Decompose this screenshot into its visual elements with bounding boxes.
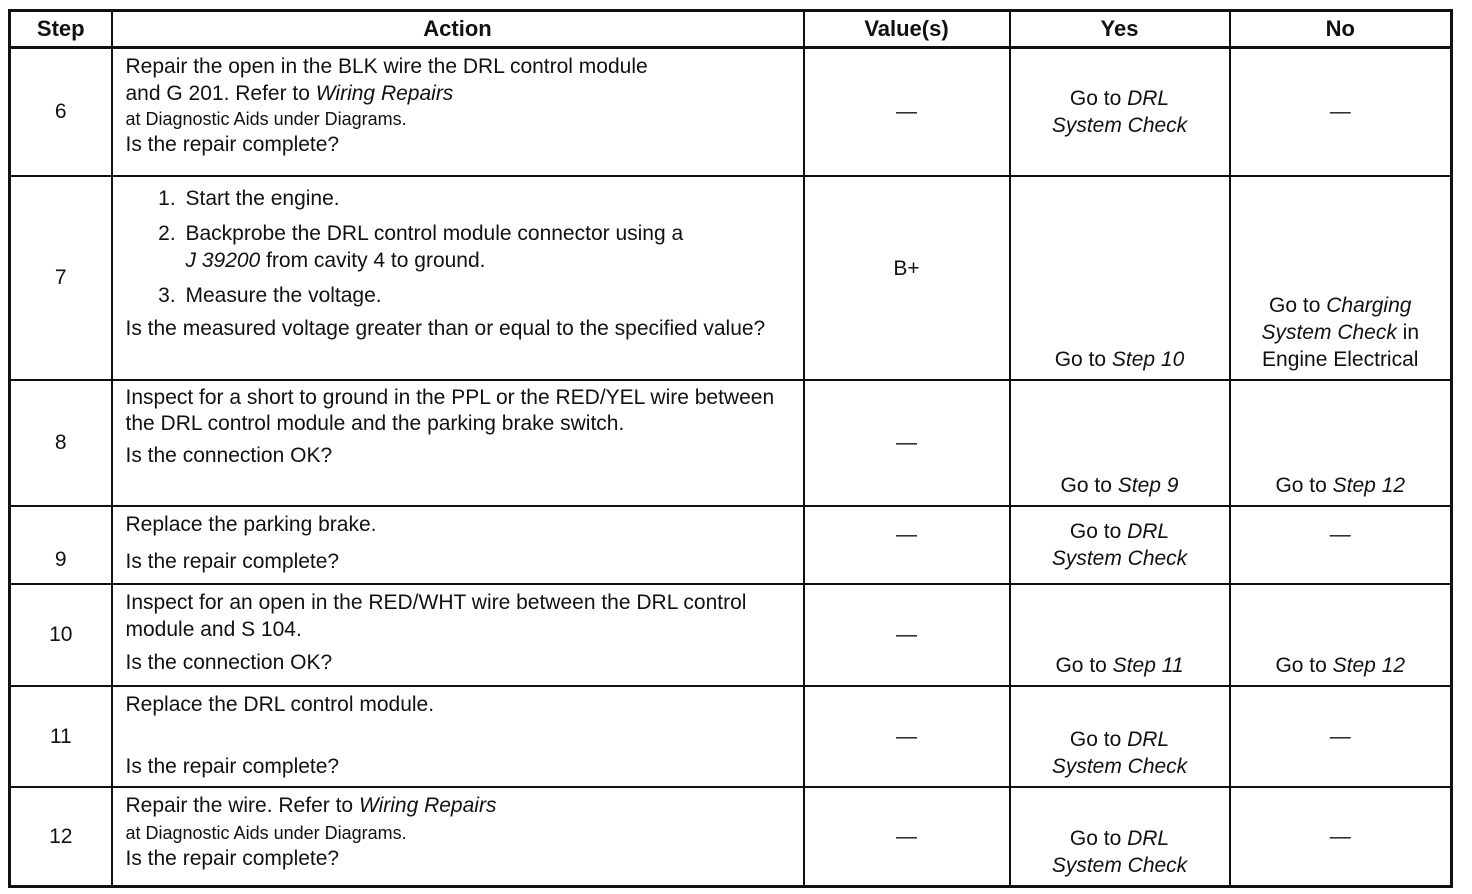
- reference-link[interactable]: J 39200: [185, 248, 261, 272]
- no-cell: Go to Step 12: [1230, 584, 1452, 686]
- action-text: Replace the DRL control module.: [125, 692, 435, 716]
- action-question: Is the repair complete?: [125, 754, 340, 778]
- value-cell: —: [804, 686, 1010, 787]
- step-number: 11: [10, 686, 112, 787]
- value-cell: —: [804, 48, 1010, 176]
- value-cell: B+: [804, 176, 1010, 380]
- value-cell: —: [804, 787, 1010, 887]
- table-row: [10, 506, 1452, 584]
- action-text: and G 201. Refer to Wiring Repairs: [125, 82, 454, 105]
- list-item: 3. Measure the voltage.: [182, 282, 795, 309]
- yes-cell: Go to DRL System Check: [1010, 506, 1230, 584]
- diagnostic-table: [8, 9, 1453, 888]
- action-question: Is the connection OK?: [125, 650, 333, 674]
- step-number: 8: [10, 380, 112, 506]
- list-item: 2. Backprobe the DRL control module connector using a J 39200 from cavity 4 to ground.: [182, 220, 795, 274]
- action-text: Repair the open in the BLK wire the DRL control module: [125, 55, 648, 78]
- yes-cell: Go to DRL System Check: [1010, 787, 1230, 887]
- no-cell: —: [1230, 686, 1452, 787]
- yes-cell: Go to DRL System Check: [1010, 48, 1230, 176]
- no-cell: —: [1230, 787, 1452, 887]
- reference-link[interactable]: Step 11: [1112, 653, 1184, 677]
- reference-link[interactable]: Wiring Repairs: [358, 793, 497, 817]
- no-cell: —: [1230, 48, 1452, 176]
- no-cell: Go to Step 12: [1230, 380, 1452, 506]
- reference-link[interactable]: Step 12: [1332, 473, 1406, 497]
- reference-link[interactable]: Charging: [1326, 293, 1412, 317]
- yes-cell: Go to Step 10: [1010, 176, 1230, 380]
- step-number: 6: [10, 48, 112, 176]
- yes-cell: Go to Step 9: [1010, 380, 1230, 506]
- reference-link[interactable]: Step 10: [1111, 347, 1185, 371]
- action-note: at Diagnostic Aids under Diagrams.: [125, 109, 407, 129]
- yes-cell: Go to Step 11: [1010, 584, 1230, 686]
- action-cell: [112, 380, 804, 506]
- action-cell: [112, 787, 804, 887]
- value-cell: —: [804, 380, 1010, 506]
- table-row: [10, 787, 1452, 887]
- action-text: Inspect for a short to ground in the PPL or the RED/YEL wire between the DRL control module and the parking brake switch.: [125, 385, 775, 435]
- step-number: 10: [10, 584, 112, 686]
- header-no: No: [1230, 11, 1452, 48]
- table-row: [10, 48, 1452, 176]
- header-action: Action: [112, 11, 804, 48]
- yes-cell: Go to DRL System Check: [1010, 686, 1230, 787]
- reference-link[interactable]: Wiring Repairs: [315, 82, 454, 105]
- reference-link[interactable]: Step 9: [1117, 473, 1179, 497]
- action-cell: [112, 48, 804, 176]
- action-cell: [112, 584, 804, 686]
- reference-link[interactable]: Step 12: [1332, 653, 1406, 677]
- action-question: Is the repair complete?: [125, 846, 340, 870]
- header-step: Step: [10, 11, 112, 48]
- reference-link[interactable]: System Check: [1261, 320, 1397, 344]
- action-steps-list: [126, 185, 795, 309]
- list-item: 1. Start the engine.: [182, 185, 795, 212]
- reference-link[interactable]: DRL: [1127, 827, 1170, 850]
- table-row: [10, 584, 1452, 686]
- value-cell: —: [804, 584, 1010, 686]
- action-text: Replace the parking brake.: [125, 512, 377, 536]
- value-cell: —: [804, 506, 1010, 584]
- reference-link[interactable]: DRL: [1127, 519, 1170, 543]
- reference-link[interactable]: DRL: [1127, 727, 1170, 751]
- reference-link[interactable]: System Check: [1051, 546, 1188, 570]
- action-note: at Diagnostic Aids under Diagrams.: [125, 822, 407, 843]
- step-number: 9: [10, 506, 112, 584]
- header-values: Value(s): [804, 11, 1010, 48]
- reference-link[interactable]: System Check: [1051, 754, 1188, 778]
- table-row: [10, 176, 1452, 380]
- reference-link[interactable]: DRL: [1127, 86, 1170, 110]
- reference-link[interactable]: System Check: [1051, 854, 1188, 877]
- action-question: Is the repair complete?: [125, 133, 340, 156]
- table-row: [10, 686, 1452, 787]
- action-cell: [112, 176, 804, 380]
- action-question: Is the repair complete?: [125, 549, 340, 573]
- step-number: 7: [10, 176, 112, 380]
- action-text: Inspect for an open in the RED/WHT wire between the DRL control module and S 104.: [125, 590, 747, 641]
- no-cell: —: [1230, 506, 1452, 584]
- reference-link[interactable]: System Check: [1051, 113, 1188, 137]
- action-cell: [112, 506, 804, 584]
- action-text: Repair the wire. Refer to Wiring Repairs: [125, 793, 497, 817]
- table-header-row: [10, 11, 1452, 48]
- header-yes: Yes: [1010, 11, 1230, 48]
- action-cell: [112, 686, 804, 787]
- action-question: Is the connection OK?: [125, 443, 333, 467]
- step-number: 12: [10, 787, 112, 887]
- no-cell: Go to Charging System Check in Engine Electrical: [1230, 176, 1452, 380]
- table-row: [10, 380, 1452, 506]
- action-question: Is the measured voltage greater than or equal to the specified value?: [125, 316, 766, 340]
